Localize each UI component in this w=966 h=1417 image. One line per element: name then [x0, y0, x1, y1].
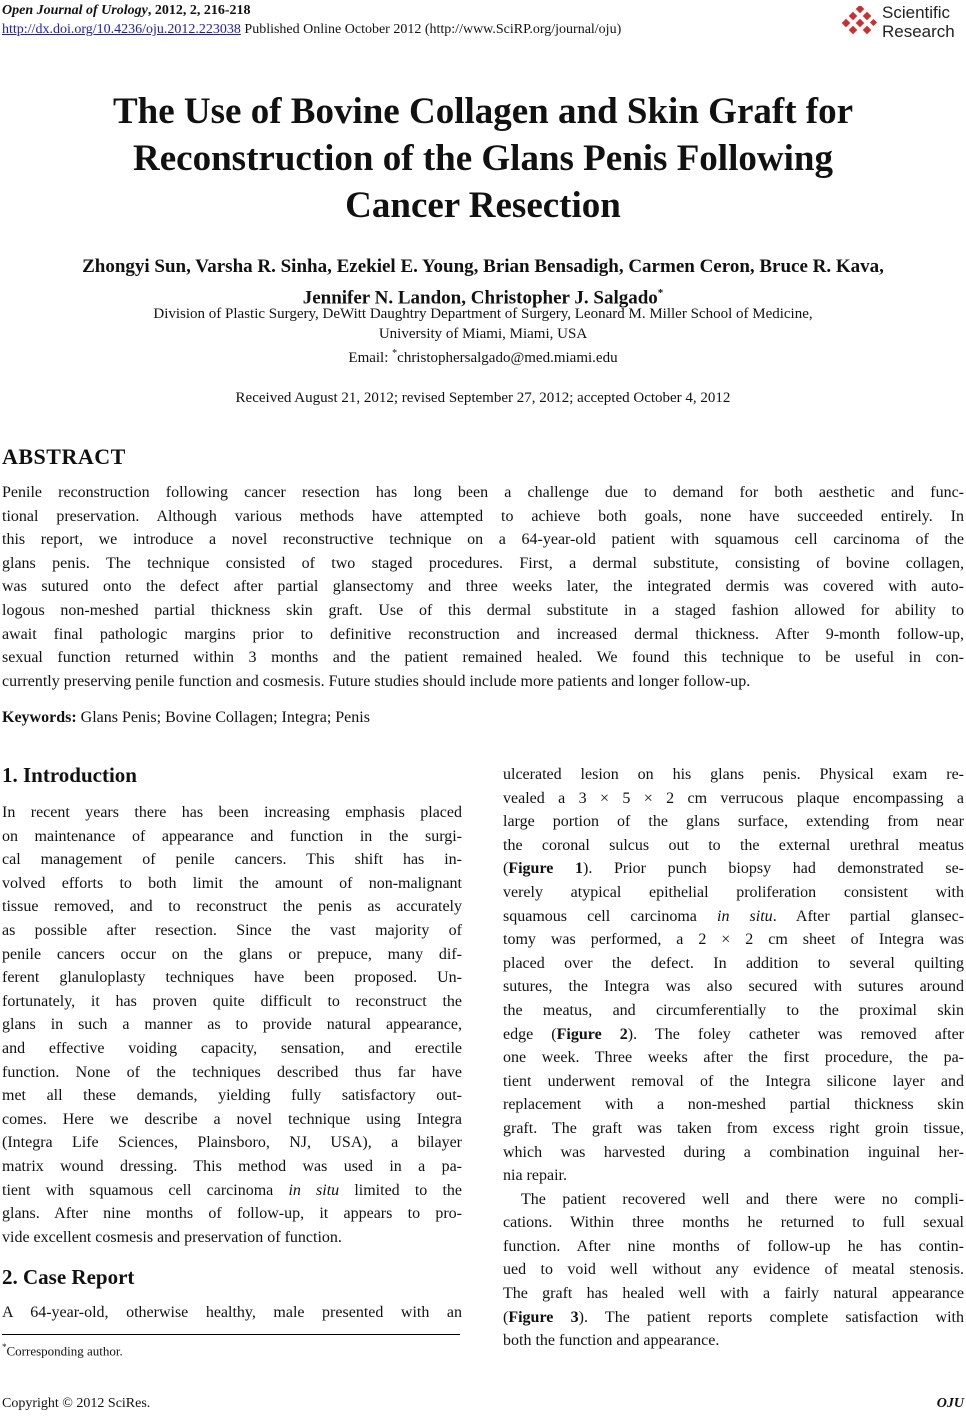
case-line: tomy was performed, a 2 × 2 cm sheet of Integra was	[503, 931, 964, 949]
intro-line: penile cancers occur on the glans or prepuce, many dif-	[2, 945, 462, 963]
intro-line: ferent glanuloplasty techniques have been proposed. Un-	[2, 969, 462, 987]
intro-line: and effective voiding capacity, sensation, and erectile	[2, 1039, 462, 1057]
abstract-line: was sutured onto the defect after partial glansectomy and three weeks later, the integrated dermis was covered with auto-	[2, 578, 964, 596]
intro-line: tissue removed, and to reconstruct the penis as accurately	[2, 898, 462, 916]
case-line-part: ). Prior punch biopsy had demonstrated se-	[583, 860, 964, 878]
copyright-footer: Copyright © 2012 SciRes.	[2, 1396, 151, 1411]
abstract-line: this report, we introduce a novel reconstructive technique on a 64-year-old patient with squamous cell carcinoma of the	[2, 531, 964, 549]
abstract-line: Penile reconstruction following cancer resection has long been a challenge due to demand for both aesthetic and func-	[2, 484, 964, 501]
received-dates: Received August 21, 2012; revised September 27, 2012; accepted October 4, 2012	[235, 390, 731, 406]
case-line: large portion of the glans surface, extending from near	[503, 813, 964, 831]
case-line: both the function and appearance.	[503, 1332, 720, 1350]
case-line-part: (	[503, 1308, 509, 1326]
case-line-part: ). The patient reports complete satisfaction with	[578, 1308, 965, 1326]
introduction-body	[2, 801, 462, 1249]
intro-line-part: tient with squamous cell carcinoma	[2, 1181, 289, 1199]
intro-line: on maintenance of appearance and function in the surgi-	[2, 827, 462, 845]
right-column-body	[503, 763, 964, 1353]
intro-line: volved efforts to both limit the amount of non-malignant	[2, 874, 462, 892]
title-line: Reconstruction of the Glans Penis Following	[133, 138, 833, 179]
journal-abbrev-footer: OJU	[936, 1396, 964, 1411]
logo-text-research: Research	[882, 22, 955, 41]
case-line	[503, 1023, 964, 1047]
keywords-label: Keywords:	[2, 709, 77, 726]
case-line: A 64-year-old, otherwise healthy, male presented with an	[2, 1304, 462, 1321]
intro-line: In recent years there has been increasing emphasis placed	[2, 804, 462, 821]
intro-line: glans. After nine months of follow-up, it appears to pro-	[2, 1205, 462, 1223]
case-line: the meatus, and circumferentially to the proximal skin	[503, 1001, 964, 1019]
case-line: verely atypical epithelial proliferation consistent with	[503, 883, 964, 901]
case-line: The patient recovered well and there were no compli-	[521, 1190, 964, 1208]
intro-line-italic: in situ	[288, 1181, 340, 1199]
figure-1-ref[interactable]: Figure 1	[508, 860, 584, 878]
footnote-mark: *	[2, 1342, 7, 1352]
case-line: function. After nine months of follow-up he has contin-	[503, 1237, 964, 1255]
intro-line: (Integra Life Sciences, Plainsboro, NJ, USA), a bilayer	[2, 1134, 462, 1152]
figure-2-ref[interactable]: Figure 2	[556, 1025, 628, 1043]
case-line: nia repair.	[503, 1167, 567, 1185]
email-address[interactable]: christophersalgado@med.miami.edu	[397, 350, 618, 366]
case-line-part: (	[503, 860, 509, 878]
keywords	[2, 707, 370, 729]
case-line: placed over the defect. In addition to several quilting	[503, 954, 964, 972]
figure-3-ref[interactable]: Figure 3	[508, 1308, 579, 1326]
doi-line	[2, 22, 621, 38]
logo-text-scientific: Scientific	[882, 3, 951, 22]
affiliation	[0, 304, 966, 368]
intro-line: function. None of the techniques described thus far have	[2, 1063, 462, 1081]
abstract-line: logous non-meshed partial thickness skin graft. Use of this dermal substitute in a staged fashion allowed for ability to	[2, 601, 964, 619]
journal-citation	[2, 3, 251, 19]
case-line	[503, 905, 964, 929]
abstract-heading: ABSTRACT	[2, 444, 126, 469]
case-line: sutures, the Integra was also secured with sutures around	[503, 978, 964, 996]
paper-title	[60, 88, 906, 229]
doi-link[interactable]: http://dx.doi.org/10.4236/oju.2012.223038	[2, 22, 241, 37]
journal-volume: , 2012, 2, 216-218	[147, 3, 251, 18]
scientific-research-logo	[840, 2, 962, 42]
intro-line	[2, 1179, 462, 1203]
case-report-body	[2, 1301, 462, 1325]
logo-mark-icon	[840, 6, 878, 38]
case-line-part: squamous cell carcinoma	[503, 907, 718, 925]
author-list	[0, 254, 966, 311]
case-line: ulcerated lesion on his glans penis. Physical exam re-	[503, 766, 964, 783]
case-line-part: ). The foley catheter was removed after	[627, 1025, 965, 1043]
intro-line: comes. Here we describe a novel technique using Integra	[2, 1110, 462, 1128]
intro-line: cal management of penile cancers. This shift has in-	[2, 851, 462, 869]
footnote-divider	[2, 1334, 460, 1335]
email-label: Email:	[348, 350, 393, 366]
footnote-text: Corresponding author.	[6, 1343, 123, 1359]
title-line: The Use of Bovine Collagen and Skin Graft for	[112, 91, 854, 132]
abstract-line: glans penis. The technique consisted of two staged procedures. First, a dermal substitute, consisting of bovine collagen,	[2, 554, 964, 572]
case-line: The graft has healed well with a fairly natural appearance	[503, 1285, 964, 1303]
email-mark: *	[392, 348, 398, 359]
case-line: vealed a 3 × 5 × 2 cm verrucous plaque encompassing a	[503, 789, 964, 807]
abstract-line: currently preserving penile function and cosmesis. Future studies should include more patients and longer follow-up.	[2, 672, 751, 690]
case-line: one week. Three weeks after the first procedure, the pa-	[503, 1049, 964, 1067]
abstract-line: sexual function returned within 3 months and the patient remained healed. We found this technique to be useful in con-	[2, 649, 964, 667]
case-line: tient underwent removal of the Integra silicone layer and	[503, 1072, 964, 1090]
intro-line: met all these demands, yielding fully satisfactory out-	[2, 1087, 462, 1105]
email-line	[0, 344, 966, 368]
footnote	[2, 1339, 123, 1359]
intro-line: matrix wound dressing. This method was used in a pa-	[2, 1157, 462, 1175]
abstract-body	[2, 481, 964, 693]
case-line-italic: in situ	[717, 907, 773, 925]
authors-line-text: Jennifer N. Landon, Christopher J. Salgado	[302, 287, 658, 309]
case-line-part: edge (	[503, 1025, 557, 1043]
keywords-text: Glans Penis; Bovine Collagen; Integra; Penis	[76, 709, 370, 726]
abstract-line: tional preservation. Although various methods have attempted to achieve both goals, none have succeeded entirely. In	[2, 507, 964, 525]
affiliation-line: Division of Plastic Surgery, DeWitt Daughtry Department of Surgery, Leonard M. Miller School of Medicine,	[153, 306, 813, 322]
intro-line-part: limited to the	[339, 1181, 462, 1199]
section-heading-introduction: 1. Introduction	[2, 763, 137, 787]
case-line	[503, 857, 964, 881]
abstract-line: await final pathologic margins prior to definitive reconstruction and increased dermal thickness. After 9-month follow-up,	[2, 625, 964, 643]
case-line-part: . After partial glansec-	[772, 907, 965, 925]
case-line: cations. Within three months he returned to full sexual	[503, 1214, 964, 1232]
corresponding-mark: *	[657, 287, 664, 299]
journal-name: Open Journal of Urology	[2, 3, 148, 18]
section-heading-case-report: 2. Case Report	[2, 1265, 135, 1289]
intro-line: as possible after resection. Since the vast majority of	[2, 921, 462, 939]
intro-line: fortunately, it has proven quite difficult to reconstruct the	[2, 992, 462, 1010]
authors-line: Zhongyi Sun, Varsha R. Sinha, Ezekiel E. Young, Brian Bensadigh, Carmen Ceron, Bruce R. Kava,	[82, 256, 884, 277]
case-line: graft. The graft was taken from excess right groin tissue,	[503, 1119, 964, 1137]
case-line: replacement with a non-meshed partial thickness skin	[503, 1096, 964, 1114]
intro-line: vide excellent cosmesis and preservation of function.	[2, 1228, 342, 1246]
intro-line: glans in such a manner as to provide natural appearance,	[2, 1016, 462, 1034]
title-line: Cancer Resection	[345, 185, 621, 226]
case-line	[503, 1306, 964, 1330]
case-line: the coronal sulcus out to the external urethral meatus	[503, 836, 964, 854]
case-line: ued to void well without any evidence of meatal stenosis.	[503, 1261, 964, 1279]
published-info: Published Online October 2012 (http://www.SciRP.org/journal/oju)	[240, 22, 622, 37]
affiliation-line: University of Miami, Miami, USA	[378, 326, 588, 342]
case-line: which was harvested during a combination inguinal her-	[503, 1143, 964, 1161]
